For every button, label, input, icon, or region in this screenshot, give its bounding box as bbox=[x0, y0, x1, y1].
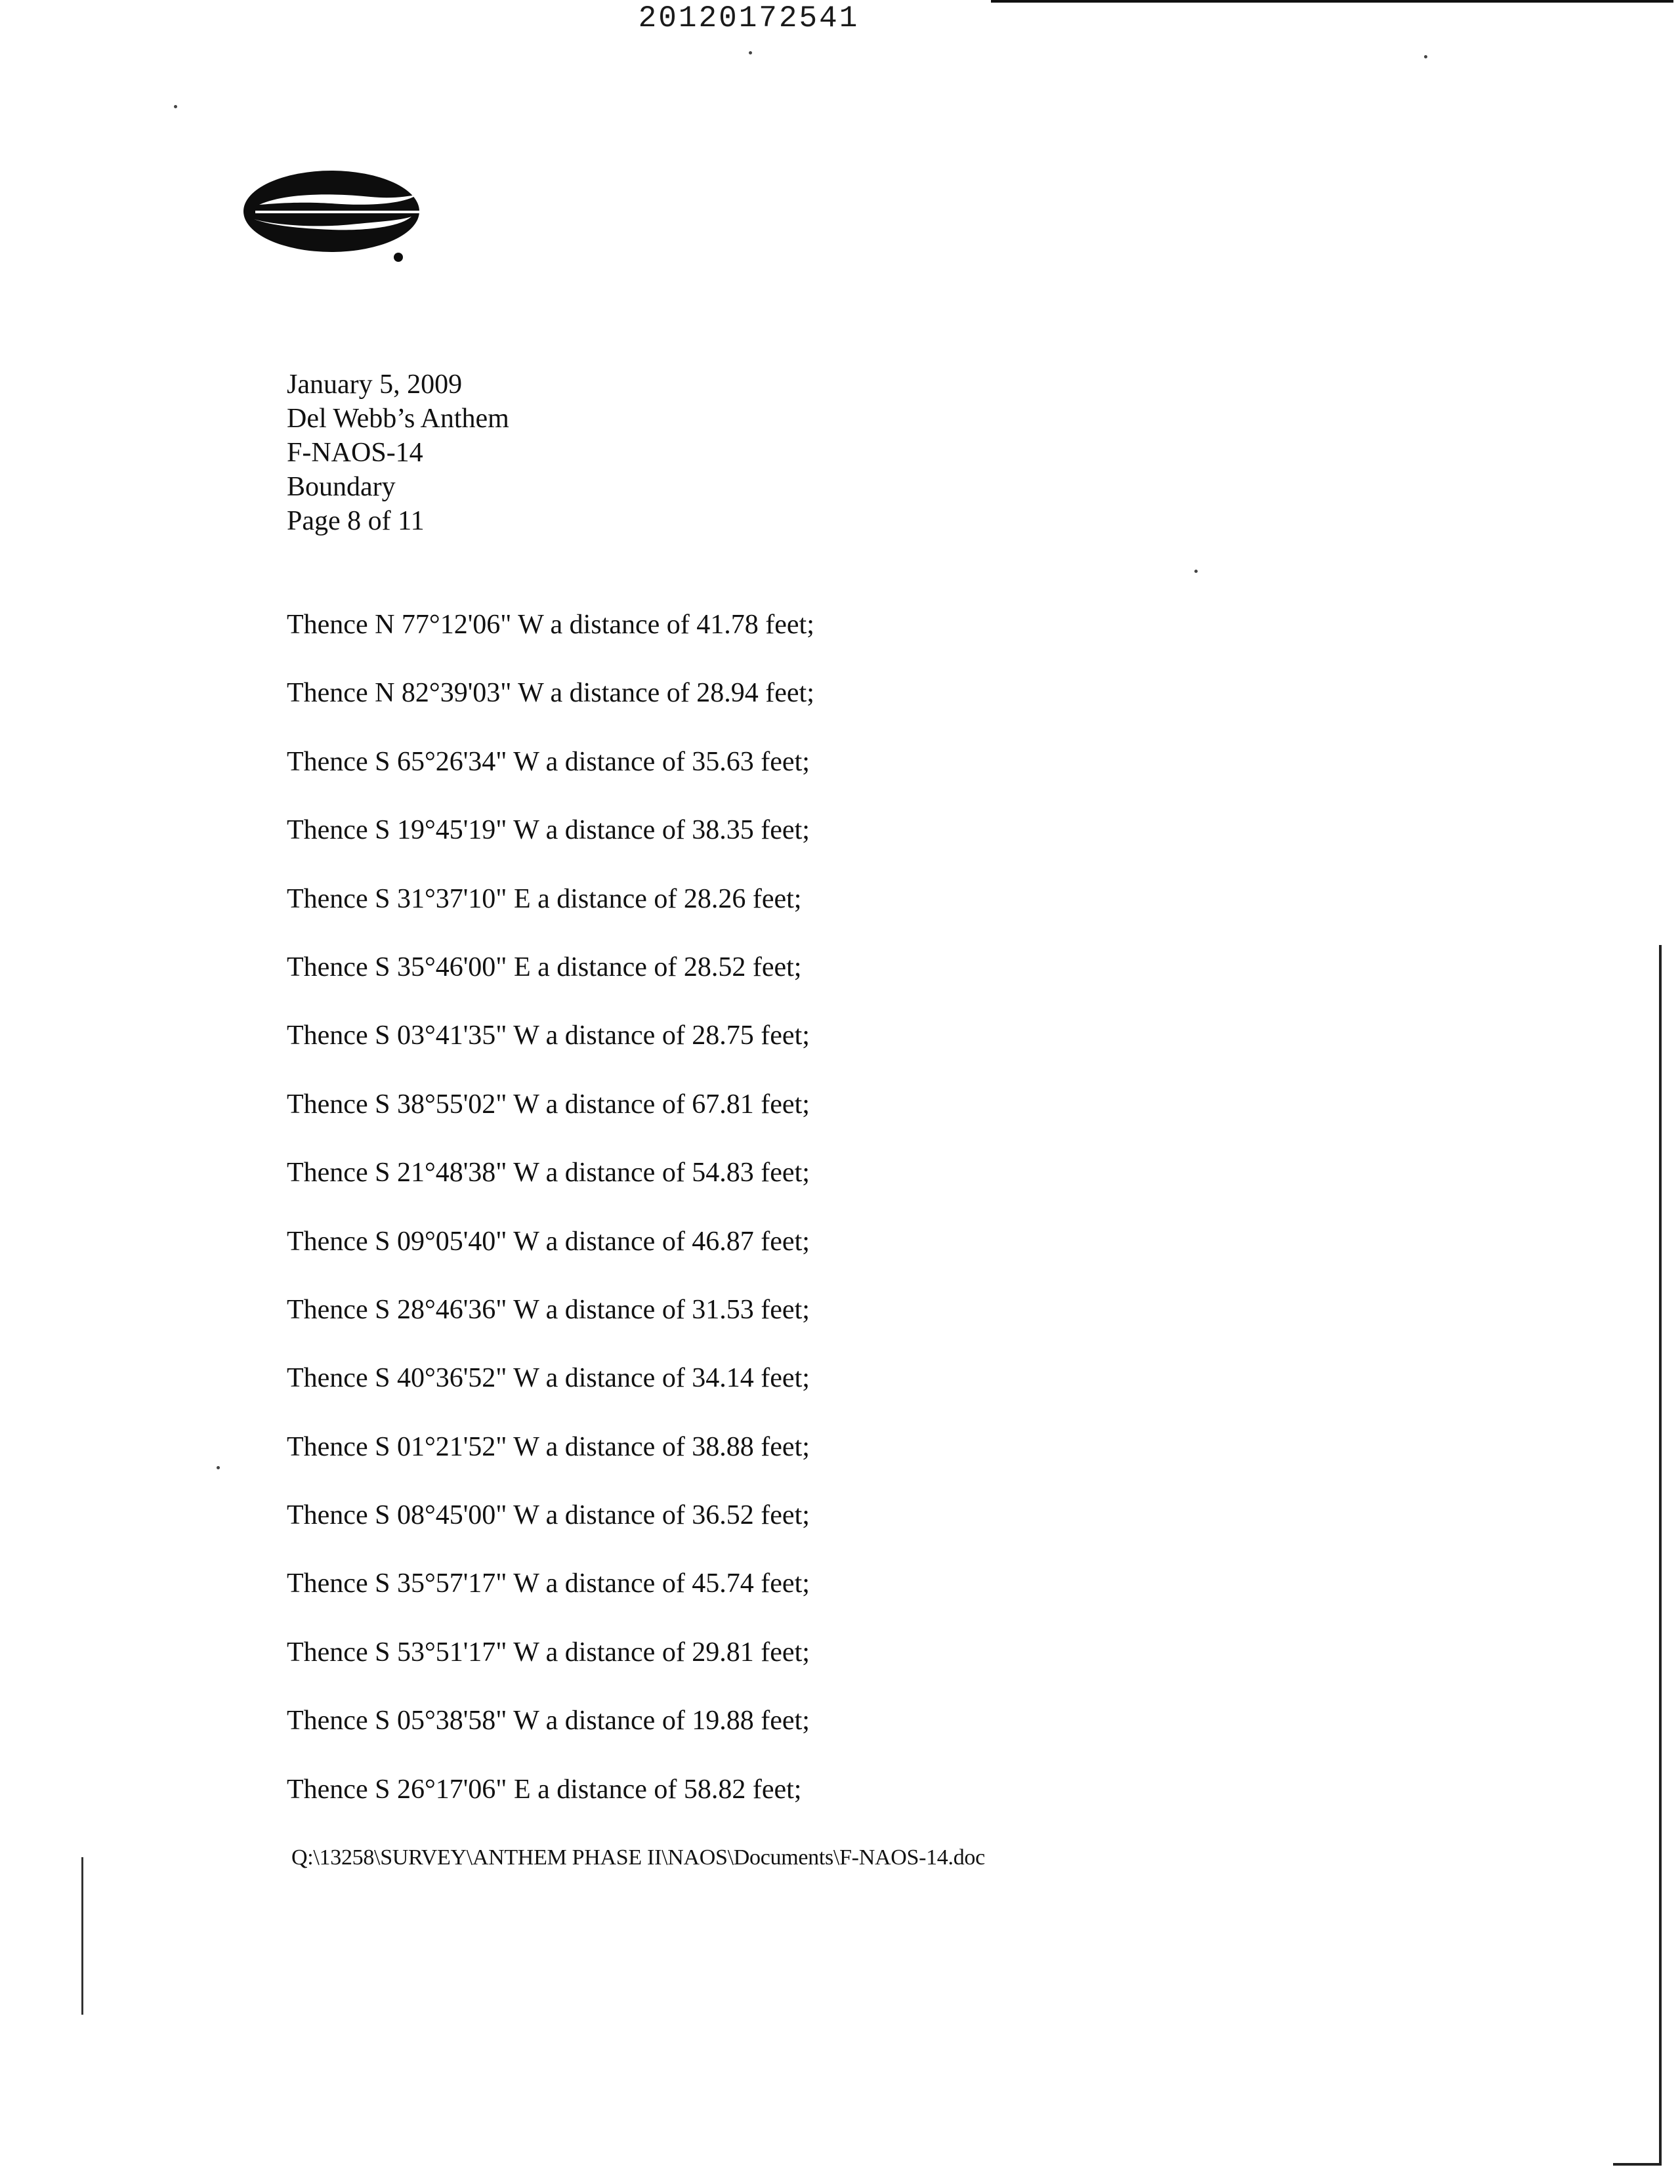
course-line: Thence S 09°05'40" W a distance of 46.87 feet; bbox=[287, 1226, 810, 1257]
left-scan-line bbox=[81, 1857, 83, 2015]
header-date: January 5, 2009 bbox=[287, 369, 463, 400]
right-border-line bbox=[1659, 945, 1662, 2166]
course-line: Thence S 21°48'38" W a distance of 54.83 feet; bbox=[287, 1158, 810, 1188]
course-line: Thence S 03°41'35" W a distance of 28.75 feet; bbox=[287, 1020, 810, 1051]
course-line: Thence S 65°26'34" W a distance of 35.63 feet; bbox=[287, 746, 810, 777]
course-line: Thence S 53°51'17" W a distance of 29.81 feet; bbox=[287, 1637, 810, 1668]
footer-file-path: Q:\13258\SURVEY\ANTHEM PHASE II\NAOS\Documents\F-NAOS-14.doc bbox=[291, 1845, 985, 1870]
company-s-logo bbox=[240, 164, 430, 269]
course-line: Thence S 01°21'52" W a distance of 38.88 feet; bbox=[287, 1431, 810, 1462]
course-line: Thence S 38°55'02" W a distance of 67.81 feet; bbox=[287, 1089, 810, 1120]
course-line: Thence S 28°46'36" W a distance of 31.53 feet; bbox=[287, 1294, 810, 1325]
boundary-course-list bbox=[287, 608, 814, 1841]
scan-speck bbox=[174, 105, 177, 108]
header-parcel: F-NAOS-14 bbox=[287, 438, 423, 468]
bottom-border-line bbox=[1613, 2163, 1662, 2166]
scan-speck bbox=[217, 1466, 220, 1469]
document-header bbox=[287, 368, 509, 538]
course-line: Thence S 26°17'06" E a distance of 58.82 feet; bbox=[287, 1774, 802, 1805]
course-line: Thence S 40°36'52" W a distance of 34.14 feet; bbox=[287, 1363, 810, 1394]
header-description-type: Boundary bbox=[287, 472, 396, 502]
scan-speck bbox=[1424, 55, 1427, 58]
course-line: Thence S 35°46'00" E a distance of 28.52 feet; bbox=[287, 952, 802, 982]
header-project: Del Webb’s Anthem bbox=[287, 404, 509, 434]
course-line: Thence N 82°39'03" W a distance of 28.94 feet; bbox=[287, 678, 814, 709]
course-line: Thence S 35°57'17" W a distance of 45.74 feet; bbox=[287, 1568, 810, 1599]
header-page-number: Page 8 of 11 bbox=[287, 506, 425, 536]
course-line: Thence S 08°45'00" W a distance of 36.52 feet; bbox=[287, 1500, 810, 1531]
course-line: Thence S 19°45'19" W a distance of 38.35 feet; bbox=[287, 815, 810, 846]
course-line: Thence N 77°12'06" W a distance of 41.78 feet; bbox=[287, 610, 814, 640]
scan-speck bbox=[1194, 570, 1198, 573]
top-border-line bbox=[991, 0, 1673, 3]
scan-speck bbox=[749, 51, 752, 54]
course-line: Thence S 05°38'58" W a distance of 19.88 feet; bbox=[287, 1706, 810, 1736]
recording-number: 20120172541 bbox=[638, 1, 860, 35]
course-line: Thence S 31°37'10" E a distance of 28.26 feet; bbox=[287, 883, 802, 914]
